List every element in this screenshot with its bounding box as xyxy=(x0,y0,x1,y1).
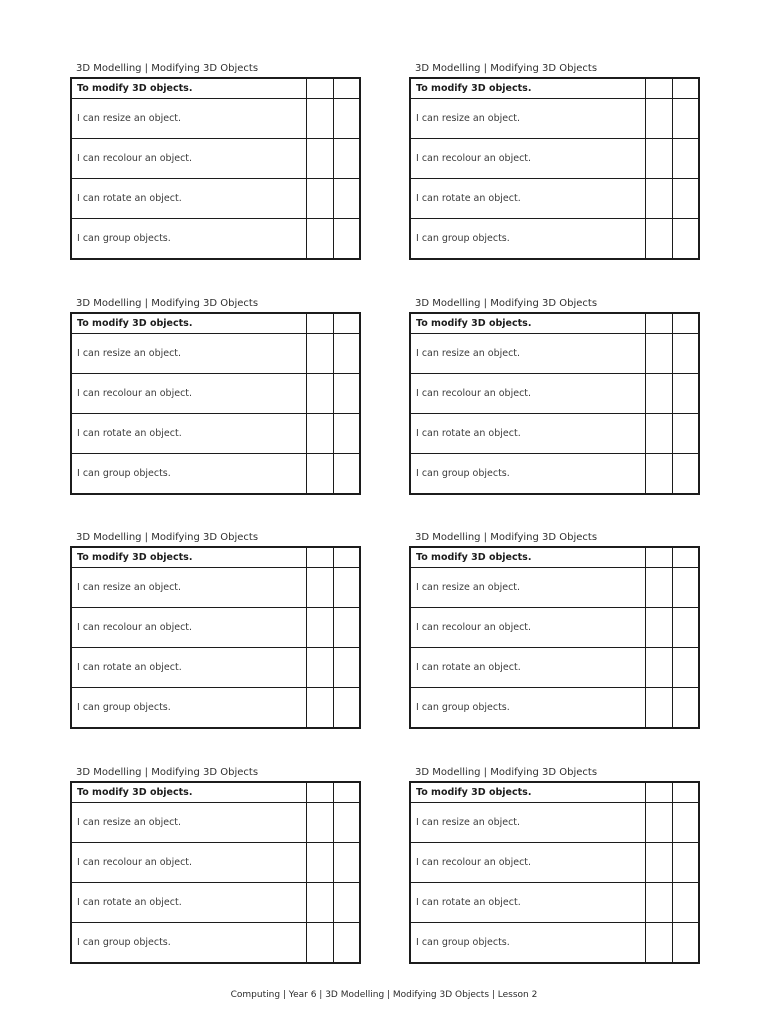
tick-box-1[interactable] xyxy=(645,374,672,414)
tick-box-2[interactable] xyxy=(333,923,360,964)
statement-row xyxy=(410,454,699,495)
tick-box-1[interactable] xyxy=(306,78,333,99)
statement-row xyxy=(71,648,360,688)
statement-label: I can group objects. xyxy=(410,454,645,495)
tick-box-1[interactable] xyxy=(306,923,333,964)
statement-label: I can group objects. xyxy=(71,454,306,495)
statement-label: I can group objects. xyxy=(71,923,306,964)
statement-label: I can rotate an object. xyxy=(410,414,645,454)
statement-label: I can resize an object. xyxy=(71,568,306,608)
statement-label: I can resize an object. xyxy=(71,99,306,139)
statement-row xyxy=(410,883,699,923)
tick-box-1[interactable] xyxy=(645,843,672,883)
objective-row xyxy=(71,313,360,334)
tick-box-1[interactable] xyxy=(645,883,672,923)
checklist-table xyxy=(409,312,700,495)
objective-label: To modify 3D objects. xyxy=(410,782,645,803)
statement-label: I can recolour an object. xyxy=(410,139,645,179)
objective-label: To modify 3D objects. xyxy=(71,78,306,99)
statement-row xyxy=(71,608,360,648)
objective-label: To modify 3D objects. xyxy=(71,782,306,803)
statement-label: I can resize an object. xyxy=(71,334,306,374)
statement-label: I can group objects. xyxy=(410,923,645,964)
objective-row xyxy=(71,782,360,803)
tick-box-1[interactable] xyxy=(306,313,333,334)
tick-box-1[interactable] xyxy=(306,782,333,803)
checklist-table xyxy=(409,77,700,260)
tick-box-2[interactable] xyxy=(672,608,699,648)
tick-box-1[interactable] xyxy=(645,688,672,729)
tick-box-2[interactable] xyxy=(672,648,699,688)
statement-row xyxy=(410,334,699,374)
tick-box-2[interactable] xyxy=(672,782,699,803)
tick-box-1[interactable] xyxy=(645,99,672,139)
objective-row xyxy=(410,547,699,568)
objective-row xyxy=(410,78,699,99)
tick-box-2[interactable] xyxy=(333,374,360,414)
objective-label: To modify 3D objects. xyxy=(410,547,645,568)
tick-box-2[interactable] xyxy=(333,219,360,260)
card-title: 3D Modelling | Modifying 3D Objects xyxy=(415,298,598,309)
card-title: 3D Modelling | Modifying 3D Objects xyxy=(415,767,598,778)
tick-box-1[interactable] xyxy=(645,568,672,608)
statement-label: I can rotate an object. xyxy=(410,648,645,688)
tick-box-2[interactable] xyxy=(333,608,360,648)
objective-label: To modify 3D objects. xyxy=(71,547,306,568)
statement-row xyxy=(410,414,699,454)
statement-label: I can recolour an object. xyxy=(410,608,645,648)
card-title: 3D Modelling | Modifying 3D Objects xyxy=(76,532,259,543)
statement-row xyxy=(71,99,360,139)
card-title: 3D Modelling | Modifying 3D Objects xyxy=(76,767,259,778)
tick-box-1[interactable] xyxy=(645,782,672,803)
statement-row xyxy=(410,374,699,414)
tick-box-1[interactable] xyxy=(645,648,672,688)
tick-box-1[interactable] xyxy=(306,648,333,688)
tick-box-1[interactable] xyxy=(306,803,333,843)
statement-label: I can resize an object. xyxy=(410,334,645,374)
tick-box-1[interactable] xyxy=(645,547,672,568)
tick-box-2[interactable] xyxy=(333,688,360,729)
statement-row xyxy=(71,454,360,495)
statement-label: I can rotate an object. xyxy=(410,883,645,923)
checklist-table xyxy=(70,781,361,964)
tick-box-2[interactable] xyxy=(333,454,360,495)
statement-label: I can rotate an object. xyxy=(71,883,306,923)
statement-label: I can group objects. xyxy=(410,688,645,729)
statement-row xyxy=(410,688,699,729)
tick-box-2[interactable] xyxy=(672,803,699,843)
statement-row xyxy=(410,219,699,260)
statement-row xyxy=(71,374,360,414)
tick-box-1[interactable] xyxy=(306,219,333,260)
statement-label: I can group objects. xyxy=(71,219,306,260)
tick-box-1[interactable] xyxy=(645,803,672,843)
statement-label: I can recolour an object. xyxy=(410,843,645,883)
checklist-table xyxy=(409,781,700,964)
tick-box-2[interactable] xyxy=(672,99,699,139)
tick-box-2[interactable] xyxy=(333,139,360,179)
tick-box-2[interactable] xyxy=(672,78,699,99)
tick-box-1[interactable] xyxy=(645,78,672,99)
objective-row xyxy=(71,547,360,568)
statement-row xyxy=(71,923,360,964)
statement-label: I can recolour an object. xyxy=(71,608,306,648)
tick-box-2[interactable] xyxy=(333,313,360,334)
tick-box-2[interactable] xyxy=(333,843,360,883)
statement-row xyxy=(410,608,699,648)
tick-box-2[interactable] xyxy=(672,139,699,179)
statement-row xyxy=(410,139,699,179)
tick-box-2[interactable] xyxy=(333,782,360,803)
statement-row xyxy=(410,803,699,843)
tick-box-1[interactable] xyxy=(306,454,333,495)
statement-row xyxy=(410,923,699,964)
tick-box-1[interactable] xyxy=(306,139,333,179)
tick-box-2[interactable] xyxy=(672,454,699,495)
tick-box-2[interactable] xyxy=(333,883,360,923)
statement-row xyxy=(410,648,699,688)
tick-box-2[interactable] xyxy=(672,688,699,729)
objective-label: To modify 3D objects. xyxy=(410,78,645,99)
tick-box-2[interactable] xyxy=(333,334,360,374)
tick-box-2[interactable] xyxy=(672,568,699,608)
tick-box-2[interactable] xyxy=(672,219,699,260)
tick-box-2[interactable] xyxy=(672,843,699,883)
tick-box-2[interactable] xyxy=(333,547,360,568)
statement-label: I can rotate an object. xyxy=(71,648,306,688)
statement-row xyxy=(410,179,699,219)
checklist-table xyxy=(70,312,361,495)
statement-row xyxy=(71,803,360,843)
tick-box-2[interactable] xyxy=(333,179,360,219)
card-title: 3D Modelling | Modifying 3D Objects xyxy=(415,532,598,543)
tick-box-1[interactable] xyxy=(645,219,672,260)
tick-box-1[interactable] xyxy=(645,454,672,495)
tick-box-1[interactable] xyxy=(306,179,333,219)
card-title: 3D Modelling | Modifying 3D Objects xyxy=(76,298,259,309)
statement-row xyxy=(410,568,699,608)
statement-label: I can resize an object. xyxy=(71,803,306,843)
tick-box-1[interactable] xyxy=(306,608,333,648)
card-title: 3D Modelling | Modifying 3D Objects xyxy=(415,63,598,74)
statement-row xyxy=(71,179,360,219)
statement-label: I can recolour an object. xyxy=(71,139,306,179)
card-title: 3D Modelling | Modifying 3D Objects xyxy=(76,63,259,74)
tick-box-1[interactable] xyxy=(306,843,333,883)
statement-row xyxy=(410,99,699,139)
tick-box-1[interactable] xyxy=(645,179,672,219)
statement-label: I can recolour an object. xyxy=(410,374,645,414)
tick-box-1[interactable] xyxy=(645,139,672,179)
statement-row xyxy=(71,334,360,374)
tick-box-2[interactable] xyxy=(333,803,360,843)
statement-row xyxy=(71,219,360,260)
tick-box-2[interactable] xyxy=(672,334,699,374)
tick-box-1[interactable] xyxy=(306,414,333,454)
checklist-table xyxy=(70,77,361,260)
tick-box-2[interactable] xyxy=(672,414,699,454)
tick-box-2[interactable] xyxy=(672,374,699,414)
checklist-table xyxy=(409,546,700,729)
tick-box-2[interactable] xyxy=(333,568,360,608)
tick-box-1[interactable] xyxy=(645,414,672,454)
checklist-table xyxy=(70,546,361,729)
tick-box-1[interactable] xyxy=(306,688,333,729)
objective-label: To modify 3D objects. xyxy=(410,313,645,334)
statement-label: I can group objects. xyxy=(410,219,645,260)
tick-box-1[interactable] xyxy=(645,313,672,334)
statement-row xyxy=(71,414,360,454)
tick-box-2[interactable] xyxy=(672,547,699,568)
tick-box-1[interactable] xyxy=(306,374,333,414)
statement-label: I can resize an object. xyxy=(410,803,645,843)
tick-box-2[interactable] xyxy=(672,883,699,923)
statement-label: I can resize an object. xyxy=(410,99,645,139)
tick-box-1[interactable] xyxy=(306,99,333,139)
tick-box-2[interactable] xyxy=(333,99,360,139)
tick-box-1[interactable] xyxy=(645,923,672,964)
tick-box-1[interactable] xyxy=(645,334,672,374)
objective-row xyxy=(71,78,360,99)
tick-box-1[interactable] xyxy=(306,883,333,923)
objective-row xyxy=(410,313,699,334)
statement-row xyxy=(410,843,699,883)
objective-label: To modify 3D objects. xyxy=(71,313,306,334)
tick-box-2[interactable] xyxy=(333,648,360,688)
statement-row xyxy=(71,568,360,608)
tick-box-2[interactable] xyxy=(672,313,699,334)
statement-label: I can rotate an object. xyxy=(71,179,306,219)
tick-box-1[interactable] xyxy=(645,608,672,648)
statement-row xyxy=(71,843,360,883)
tick-box-2[interactable] xyxy=(333,414,360,454)
page-footer: Computing | Year 6 | 3D Modelling | Modifying 3D Objects | Lesson 2 xyxy=(230,990,538,1000)
tick-box-2[interactable] xyxy=(672,923,699,964)
objective-row xyxy=(410,782,699,803)
statement-label: I can recolour an object. xyxy=(71,843,306,883)
statement-row xyxy=(71,688,360,729)
statement-label: I can group objects. xyxy=(71,688,306,729)
statement-label: I can recolour an object. xyxy=(71,374,306,414)
statement-label: I can rotate an object. xyxy=(71,414,306,454)
statement-label: I can resize an object. xyxy=(410,568,645,608)
statement-row xyxy=(71,883,360,923)
tick-box-1[interactable] xyxy=(306,334,333,374)
tick-box-2[interactable] xyxy=(333,78,360,99)
tick-box-2[interactable] xyxy=(672,179,699,219)
statement-row xyxy=(71,139,360,179)
tick-box-1[interactable] xyxy=(306,547,333,568)
tick-box-1[interactable] xyxy=(306,568,333,608)
statement-label: I can rotate an object. xyxy=(410,179,645,219)
